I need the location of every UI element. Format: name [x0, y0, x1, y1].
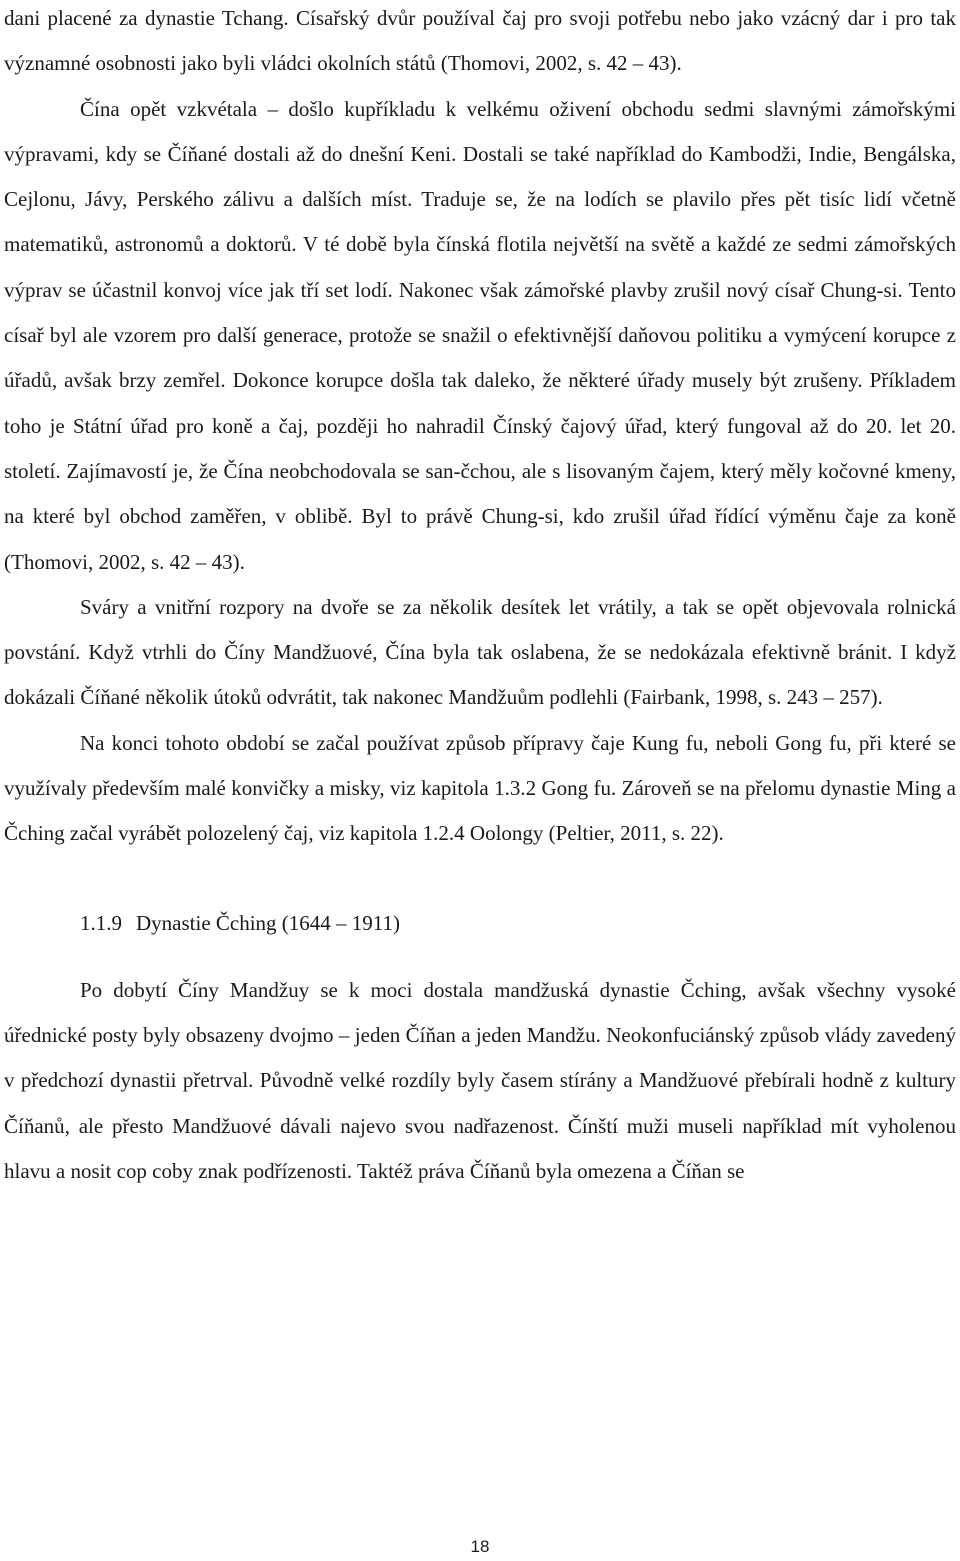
- section-heading: [4, 901, 956, 946]
- paragraph-2: Čína opět vzkvétala – došlo kupříkladu k velkému oživení obchodu sedmi slavnými zámořskými výpravami, kdy se Číňané dostali až do dnešní Keni. Dostali se také například do Kambodži, Indie, Bengálska, Cejlonu, Jávy, Perského zálivu a dalších míst. Traduje se, že na lodích se plavilo přes pět tisíc lidí včetně matematiků, astronomů a doktorů. V té době byla čínská flotila největší na světě a každé ze sedmi zámořských výprav se účastnil konvoj více jak tří set lodí. Nakonec však zámořské plavby zrušil nový císař Chung-si. Tento císař byl ale vzorem pro další generace, protože se snažil o efektivnější daňovou politiku a vymýcení korupce z úřadů, avšak brzy zemřel. Dokonce korupce došla tak daleko, že některé úřady musely být zrušeny. Příkladem toho je Státní úřad pro koně a čaj, později ho nahradil Čínský čajový úřad, který fungoval až do 20. let 20. století. Zajímavostí je, že Čína neobchodovala se san-čchou, ale s lisovaným čajem, který měly kočovné kmeny, na které byl obchod zaměřen, v oblibě. Byl to právě Chung-si, kdo zrušil úřad řídící výměnu čaje za koně (Thomovi, 2002, s. 42 – 43).: [4, 96, 956, 574]
- paragraph-3: Sváry a vnitřní rozpory na dvoře se za několik desítek let vrátily, a tak se opět objevovala rolnická povstání. Když vtrhli do Číny Mandžuové, Čína byla tak oslabena, že se nedokázala efektivně bránit. I když dokázali Číňané několik útoků odvrátit, tak nakonec Mandžuům podlehli (Fairbank, 1998, s. 243 – 257).: [4, 594, 956, 710]
- paragraph-1: dani placené za dynastie Tchang. Císařský dvůr používal čaj pro svoji potřebu nebo jako vzácný dar i pro tak významné osobnosti jako byli vládci okolních států (Thomovi, 2002, s. 42 – 43).: [4, 6, 956, 76]
- section-title: Dynastie Čching (1644 – 1911): [136, 910, 401, 935]
- paragraph-4: Na konci tohoto období se začal používat způsob přípravy čaje Kung fu, neboli Gong fu, při které se využívaly především malé konvičky a misky, viz kapitola 1.3.2 Gong fu. Zároveň se na přelomu dynastie Ming a Čching začal vyrábět polozelený čaj, viz kapitola 1.2.4 Oolongy (Peltier, 2011, s. 22).: [4, 730, 956, 846]
- paragraph-5: Po dobytí Číny Mandžuy se k moci dostala mandžuská dynastie Čching, avšak všechny vysoké úřednické posty byly obsazeny dvojmo – jeden Číňan a jeden Mandžu. Neokonfuciánský způsob vlády zavedený v předchozí dynastii přetrval. Původně velké rozdíly byly časem stírány a Mandžuové přebírali hodně z kultury Číňanů, ale přesto Mandžuové dávali najevo svou nadřazenost. Čínští muži museli například mít vyholenou hlavu a nosit cop coby znak podřízenosti. Taktéž práva Číňanů byla omezena a Číňan se: [4, 977, 956, 1183]
- page-number: 18: [470, 1537, 490, 1556]
- document-page: [4, 0, 956, 1194]
- section-number: 1.1.9: [80, 910, 122, 935]
